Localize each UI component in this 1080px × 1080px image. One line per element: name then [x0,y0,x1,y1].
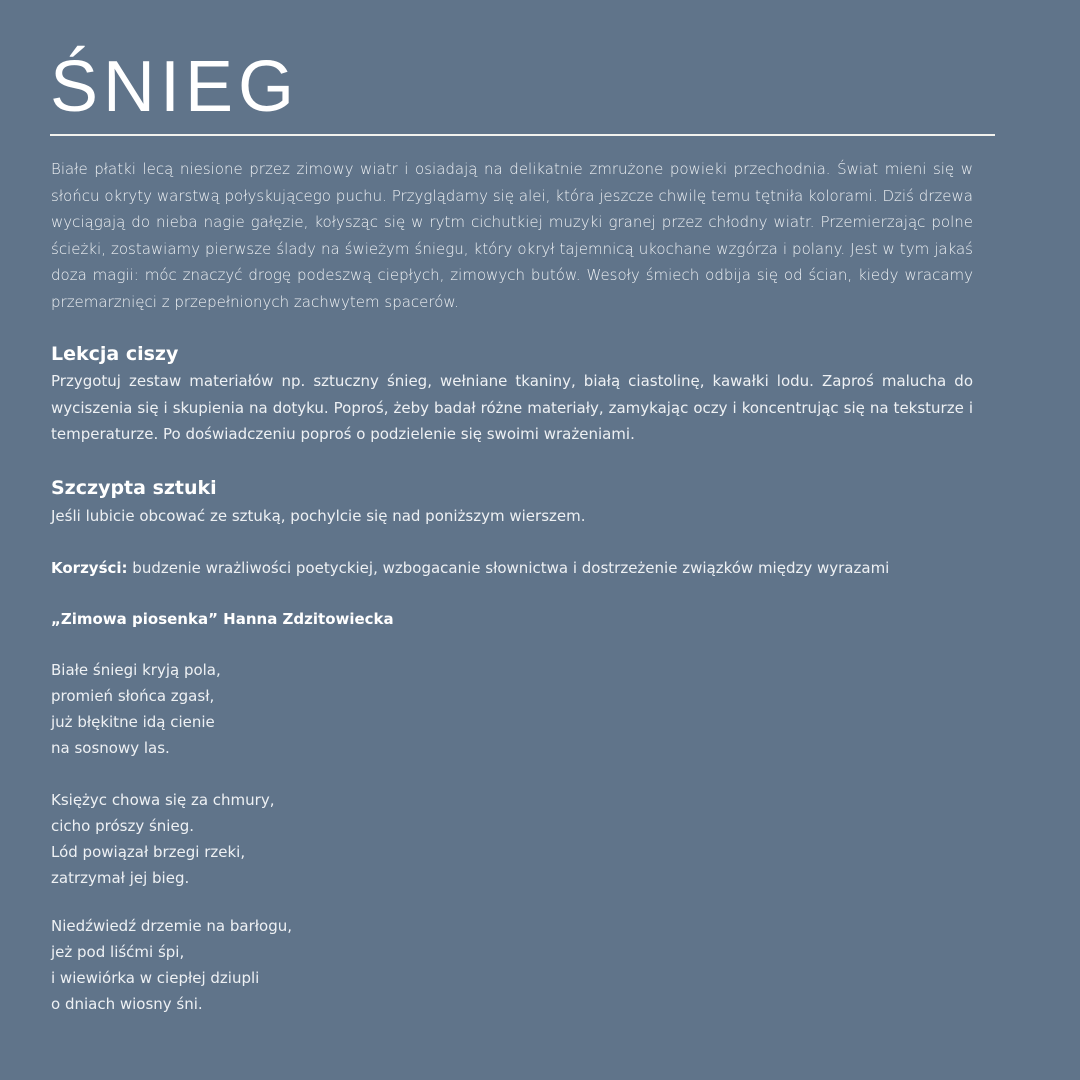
poem-stanza-3 [51,913,292,1017]
poem-line: na sosnowy las. [51,739,170,757]
poem-line: Białe śniegi kryją pola, [51,661,221,679]
poem-line: jeż pod liśćmi śpi, [51,943,185,961]
poem-line: promień słońca zgasł, [51,687,215,705]
poem-line: Księżyc chowa się za chmury, [51,791,275,809]
benefits-line [51,555,1011,581]
sztuka-heading: Szczypta sztuki [51,477,217,499]
poem-line: już błękitne idą cienie [51,713,215,731]
poem-title: „Zimowa piosenka” Hanna Zdzitowiecka [51,610,394,628]
lekcja-paragraph: Przygotuj zestaw materiałów np. sztuczny śnieg, wełniane tkaniny, białą ciastolinę, kawałki lodu. Zaproś malucha do wyciszenia się i skupienia na dotyku. Poproś, żeby badał różne materiały, zamykając oczy i koncentrując się na teksturze i temperaturze. Po doświadczeniu poproś o podzielenie się swoimi wrażeniami. [51,372,973,443]
poem-line: i wiewiórka w ciepłej dziupli [51,969,260,987]
poem-stanza-2 [51,787,274,891]
lekcja-heading: Lekcja ciszy [51,343,179,365]
poem-line: o dniach wiosny śni. [51,995,203,1013]
benefits-text: budzenie wrażliwości poetyckiej, wzbogacanie słownictwa i dostrzeżenie związków między wyrazami [127,559,890,577]
poem-line: zatrzymał jej bieg. [51,869,190,887]
benefits-label: Korzyści: [51,559,128,577]
intro-paragraph: Białe płatki lecą niesione przez zimowy wiatr i osiadają na delikatnie zmrużone powieki przechodnia. Świat mieni się w słońcu okryty warstwą połyskującego puchu. Przyglądamy się alei, która jeszcze chwilę temu tętniła kolorami. Dziś drzewa wyciągają do nieba nagie gałęzie, kołysząc się w rytm cichutkiej muzyki granej przez chłodny wiatr. Przemierzając polne ścieżki, zostawiamy pierwsze ślady na świeżym śniegu, który okrył tajemnicą ukochane wzgórza i polany. Jest w tym jakaś doza magii: móc znaczyć drogę podeszwą ciepłych, zimowych butów. Wesoły śmiech odbija się od ścian, kiedy wracamy przemarznięci z przepełnionych zachwytem spacerów. [51,160,973,311]
sztuka-paragraph: Jeśli lubicie obcować ze sztuką, pochylcie się nad poniższym wierszem. [51,507,586,525]
page-title: ŚNIEG [50,47,300,127]
title-divider [50,134,995,136]
poem-stanza-1 [51,657,221,761]
poem-line: Lód powiązał brzegi rzeki, [51,843,246,861]
poem-line: cicho prószy śnieg. [51,817,194,835]
poem-line: Niedźwiedź drzemie na barłogu, [51,917,292,935]
